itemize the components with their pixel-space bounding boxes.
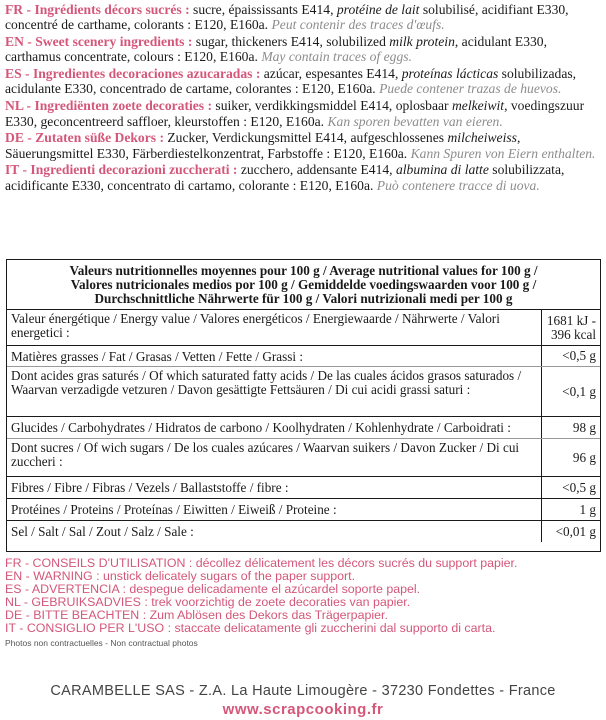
fat-label: Matières grasses / Fat / Grasas / Vetten / Fette / Grassi : xyxy=(7,346,542,366)
nutrition-header: Valeurs nutritionnelles moyennes pour 100 g / Average nutritional values for 100 g / Valores nutricionales medios por 100 g / Gemiddelde voedingswaarden voor 100 g / Durchschnittliche Nährwerte für 100 g / Valori nutrizionali medi per 100 g xyxy=(7,260,600,310)
nutrition-row-fat xyxy=(7,346,600,367)
warning-it: IT - CONSIGLIO PER L'USO : staccate delicatamente gli zuccherini dal supporto di carta. xyxy=(5,620,496,635)
salt-label: Sel / Salt / Sal / Zout / Salz / Sale : xyxy=(7,521,542,542)
ingredients-section xyxy=(5,2,603,195)
warning-fr: FR - CONSEILS D'UTILISATION : décollez délicatement les décors sucrés du support papier. xyxy=(5,556,518,570)
ingredients-de: DE - Zutaten süße Dekors : Zucker, Verdickungsmittel E414, aufgeschlossenes milcheiweiss, Säuerungsmittel E330, Färberdiestelkonzentrat, Farbstoffe : E120, E160a. Kann Spuren von Eiern enthalten. xyxy=(5,130,596,161)
nutrition-row-protein xyxy=(7,499,600,521)
carbs-value: 98 g xyxy=(572,419,596,435)
photos-disclaimer: Photos non contractuelles - Non contractual photos xyxy=(5,638,198,648)
warning-de: DE - BITTE BEACHTEN : Zum Ablösen des Dekors das Trägerpapier. xyxy=(5,607,388,622)
usage-warnings xyxy=(5,557,603,634)
protein-value: 1 g xyxy=(579,501,596,517)
warning-nl: NL - GEBRUIKSADVIES : trek voorzichtig de zoete decoraties van papier. xyxy=(5,594,411,609)
nutrition-row-sugars xyxy=(7,439,600,477)
ingredients-en: EN - Sweet scenery ingredients : sugar, thickeners E414, solubilized milk protein, acidulant E330, carthamus concentrate, colours : E120, E160a. May contain traces of eggs. xyxy=(5,34,547,65)
nutrition-row-carbs xyxy=(7,417,600,439)
saturates-value: <0,1 g xyxy=(562,383,596,399)
company-address: CARAMBELLE SAS - Z.A. La Haute Limougère - 37230 Fondettes - France xyxy=(50,683,556,699)
carbs-label: Glucides / Carbohydrates / Hidratos de carbono / Koolhydraten / Kohlenhydrate / Carboidrati : xyxy=(7,417,542,438)
warning-en: EN - WARNING : unstick delicately sugars of the paper support. xyxy=(5,568,356,583)
ingredients-es: ES - Ingredientes decoraciones azucaradas : azúcar, espesantes E414, proteínas lácticas solubilizadas, acidulante E330, concentrado de cartame, colorantes : E120, E160a. Puede contener trazas de huevos. xyxy=(5,66,577,97)
nutrition-row-energy xyxy=(7,310,600,346)
ingredients-nl: NL - Ingrediënten zoete decoraties : suiker, verdikkingsmiddel E414, oplosbaar melkeiwit, voedingszuur E330, geconcentreerd saffloer, kleurstoffen : E120, E160a. Kan sporen bevatten van eieren. xyxy=(5,98,585,129)
ingredients-it: IT - Ingredienti decorazioni zuccherati : zucchero, addensante E414, albumina di latte solubilizzata, acidificante E330, concentrato di cartamo, colorante : E120, E160a. Può contenere tracce di uova. xyxy=(5,162,565,193)
ingredients-fr: FR - Ingrédients décors sucrés : sucre, épaississants E414, protéine de lait solubilisé, acidifiant E330, concentré de carthame, colorants : E120, E160a. Peut contenir des traces d'œufs. xyxy=(5,2,569,33)
fibre-label: Fibres / Fibre / Fibras / Vezels / Ballaststoffe / fibre : xyxy=(7,477,542,498)
energy-value: 1681 kJ - 396 kcal xyxy=(546,313,596,342)
saturates-label: Dont acides gras saturés / Of which saturated fatty acids / De las cuales ácidos grasos saturados / Waarvan verzadigde vetzuren / Davon gesättigte Fettsäuren / Di cui acidi grassi saturi : xyxy=(7,367,542,416)
nutrition-row-saturates xyxy=(7,367,600,417)
fibre-value: <0,5 g xyxy=(562,479,596,495)
website-link[interactable]: www.scrapcooking.fr xyxy=(222,701,384,718)
protein-label: Protéines / Proteins / Proteínas / Eiwitten / Eiweiß / Proteine : xyxy=(7,499,542,520)
fat-value: <0,5 g xyxy=(562,348,596,364)
salt-value: <0,01 g xyxy=(555,523,596,539)
sugars-value: 96 g xyxy=(572,449,596,465)
energy-label: Valeur énergétique / Energy value / Valores energéticos / Energiewaarde / Nährwerte / Valori energetici : xyxy=(7,310,542,345)
nutrition-table xyxy=(6,259,601,552)
sugars-label: Dont sucres / Of wich sugars / De los cuales azúcares / Waarvan suikers / Davon Zucker / Di cui zuccheri : xyxy=(7,439,542,476)
nutrition-row-salt xyxy=(7,521,600,542)
nutrition-row-fibre xyxy=(7,477,600,499)
warning-es: ES - ADVERTENCIA : despegue delicadamente el azúcardel soporte papel. xyxy=(5,581,421,596)
